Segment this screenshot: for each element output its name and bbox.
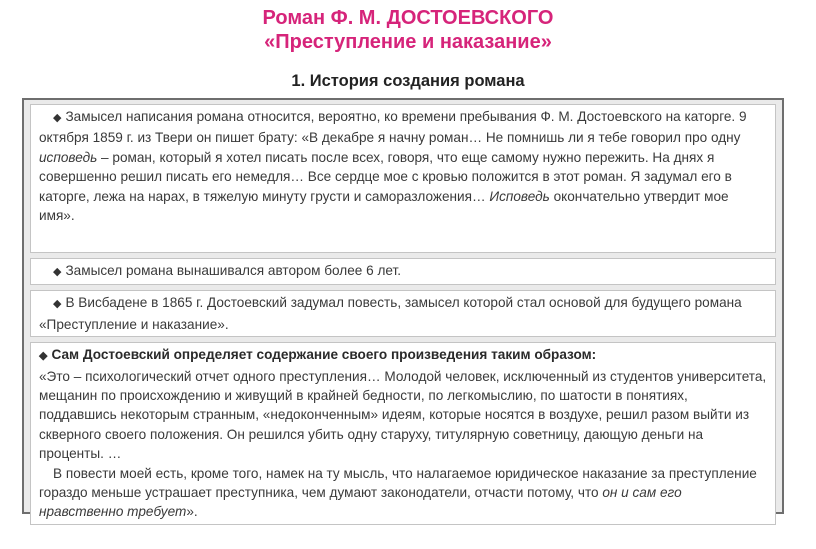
content-frame xyxy=(22,98,784,520)
info-box-duration xyxy=(30,258,776,285)
author-quote-paragraph-2: В повести моей есть, кроме того, намек на ту мысль, что налагаемое юридическое наказание за преступление гораздо меньше устрашает преступника, чем думают законодатели, отчасти потому, что он и сам его нравственно требует». xyxy=(39,465,757,520)
wiesbaden-paragraph: ◆ В Висбадене в 1865 г. Достоевский задумал повесть, замысел которой стал основой для будущего романа «Преступление и наказание». xyxy=(39,295,742,332)
title-line-1: Роман Ф. М. ДОСТОЕВСКОГО xyxy=(262,7,554,29)
diamond-bullet-icon: ◆ xyxy=(39,350,48,363)
author-quote-paragraph-1: «Это – психологический отчет одного преступления… Молодой человек, исключенный из студентов университета, мещанин по происхождению и живущий в крайней бедности, по легкомыслию, по шатости в понятиях, поддавшись некоторым странным, «недоконченным» идеям, которые носятся в воздухе, решил разом выйти из скверного своего положения. Он решился убить одну старуху, титулярную советницу, дающую деньги на проценты. … xyxy=(39,368,767,462)
title-block xyxy=(0,6,816,54)
duration-paragraph: ◆ Замысел романа вынашивался автором более 6 лет. xyxy=(53,263,402,278)
info-box-author-definition xyxy=(30,342,776,525)
diamond-bullet-icon: ◆ xyxy=(53,112,62,124)
diamond-bullet-icon: ◆ xyxy=(53,266,62,278)
title-line-2: «Преступление и наказание» xyxy=(264,31,552,53)
diamond-bullet-icon: ◆ xyxy=(53,298,62,311)
info-box-origin xyxy=(30,104,776,253)
origin-paragraph: ◆ Замысел написания романа относится, вероятно, ко времени пребывания Ф. М. Достоевского на каторге. 9 октября 1859 г. из Твери он пишет брату: «В декабре я начну роман… Не помнишь ли я тебе говорил про одну исповедь – роман, который я хотел писать после всех, говоря, что еще самому нужно пережить. На днях я совершенно решил писать его немедля… Все сердце мое с кровью положится в этот роман. Я задумал его в каторге, лежа на нарах, в тяжелую минуту грусти и саморазложения… Исповедь окончательно утвердит мое имя». xyxy=(39,109,747,224)
author-definition-heading: ◆ Сам Достоевский определяет содержание своего произведения таким образом: xyxy=(39,347,597,363)
section-title: 1. История создания романа xyxy=(291,72,525,90)
info-box-wiesbaden xyxy=(30,290,776,337)
